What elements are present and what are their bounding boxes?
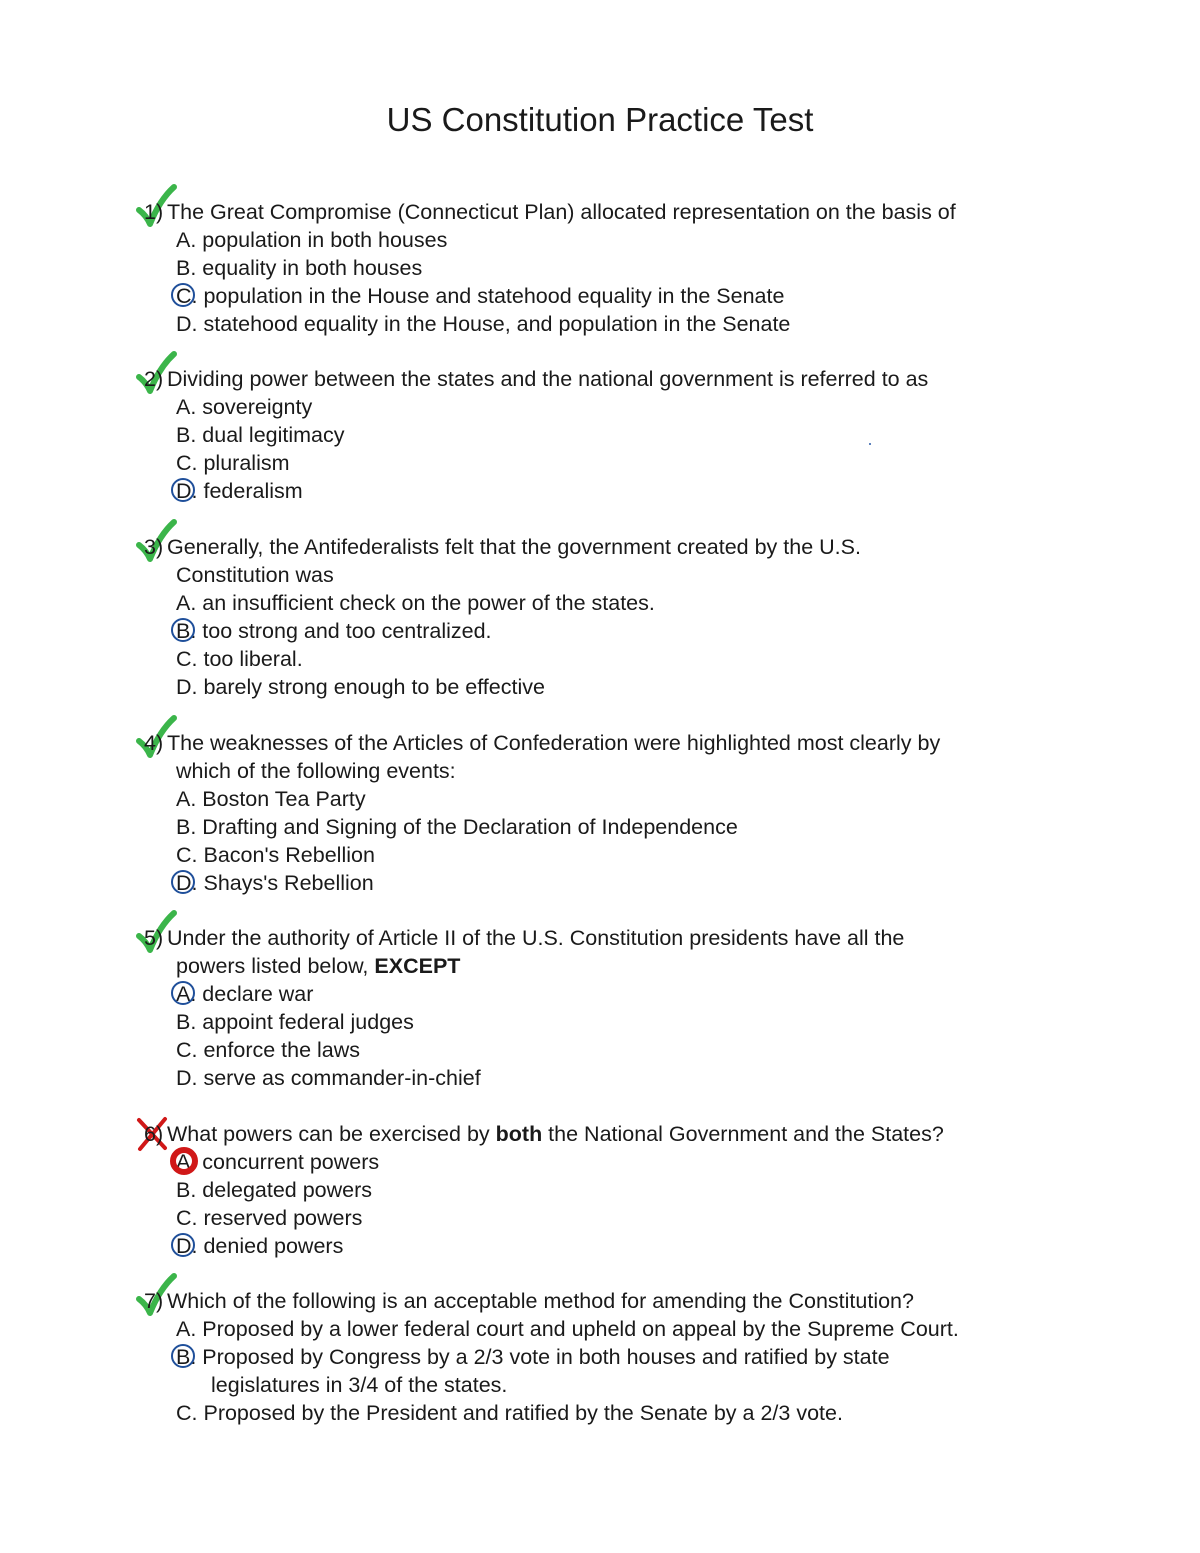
- wrong-answer-circle: [170, 1147, 198, 1175]
- option-text: . denied powers: [191, 1234, 344, 1258]
- option-letter: D: [176, 1232, 192, 1260]
- answer-option-a[interactable]: [176, 226, 447, 254]
- option-text-continued: legislatures in 3/4 of the states.: [211, 1373, 508, 1397]
- stray-mark: [869, 443, 871, 445]
- answer-option-c[interactable]: [176, 1399, 843, 1427]
- option-text: . sovereignty: [190, 395, 313, 419]
- answer-option-b[interactable]: [176, 254, 422, 282]
- option-text: . too liberal.: [191, 647, 303, 671]
- option-letter: A: [176, 1148, 190, 1176]
- option-letter: A: [176, 1317, 191, 1341]
- option-letter: C: [176, 843, 192, 867]
- answer-option-a[interactable]: [176, 393, 312, 421]
- answer-option-c[interactable]: [176, 645, 303, 673]
- option-text: . Proposed by a lower federal court and upheld on appeal by the Supreme Court.: [190, 1317, 959, 1341]
- option-text: . too strong and too centralized.: [190, 619, 492, 643]
- option-letter: A: [176, 228, 191, 252]
- question-text: [167, 731, 940, 755]
- option-text: . equality in both houses: [190, 256, 423, 280]
- answer-option-a[interactable]: [176, 589, 655, 617]
- prompt-text: powers listed below,: [176, 954, 375, 978]
- prompt-text: The weaknesses of the Articles of Confederation were highlighted most clearly by: [167, 731, 941, 755]
- answer-option-b[interactable]: [176, 617, 492, 645]
- option-letter: B: [176, 1343, 190, 1371]
- option-letter: B: [176, 423, 191, 447]
- question-text: [167, 535, 861, 559]
- answer-circle: [171, 1344, 195, 1368]
- answer-option-d[interactable]: [176, 869, 374, 897]
- option-letter: C: [176, 647, 192, 671]
- prompt-text: Constitution was: [176, 563, 334, 587]
- question-text: [167, 1122, 944, 1146]
- answer-option-d[interactable]: [176, 1064, 481, 1092]
- question-number: 5): [144, 926, 164, 950]
- answer-circle: [171, 478, 195, 502]
- option-text: . statehood equality in the House, and population in the Senate: [191, 312, 791, 336]
- question-prompt: [144, 729, 941, 757]
- question-prompt-continued: [176, 952, 460, 980]
- question-prompt: [144, 924, 905, 952]
- option-text: . serve as commander-in-chief: [191, 1066, 481, 1090]
- option-text: . federalism: [191, 479, 303, 503]
- question-text: [167, 200, 956, 224]
- option-text: . population in both houses: [190, 228, 448, 252]
- option-text: . barely strong enough to be effective: [191, 675, 545, 699]
- question-prompt: [144, 1120, 944, 1148]
- prompt-text: Which of the following is an acceptable method for amending the Constitution?: [167, 1289, 914, 1313]
- question-prompt: [144, 365, 929, 393]
- option-text: . Proposed by Congress by a 2/3 vote in both houses and ratified by state: [190, 1345, 890, 1369]
- answer-option-a[interactable]: [176, 1148, 379, 1176]
- option-text: . Shays's Rebellion: [191, 871, 374, 895]
- answer-option-c[interactable]: [176, 1204, 362, 1232]
- option-text: . pluralism: [191, 451, 290, 475]
- option-letter: A: [176, 591, 191, 615]
- option-letter: B: [176, 617, 190, 645]
- option-letter: A: [176, 395, 191, 419]
- option-letter: B: [176, 1010, 191, 1034]
- answer-option-b[interactable]: [176, 813, 738, 841]
- option-letter: D: [176, 477, 192, 505]
- prompt-text: the National Government and the States?: [542, 1122, 944, 1146]
- prompt-text: Generally, the Antifederalists felt that the government created by the U.S.: [167, 535, 861, 559]
- option-letter: D: [176, 675, 192, 699]
- emphasis-text: EXCEPT: [374, 954, 461, 978]
- answer-circle: [171, 870, 195, 894]
- question-text: [167, 926, 904, 950]
- question-number: 6): [144, 1122, 164, 1146]
- answer-option-b[interactable]: [176, 421, 345, 449]
- answer-option-b[interactable]: [176, 1343, 890, 1371]
- prompt-text: which of the following events:: [176, 759, 456, 783]
- question-number: 1): [144, 200, 164, 224]
- option-text: . Drafting and Signing of the Declaration of Independence: [190, 815, 738, 839]
- question-prompt: [144, 198, 956, 226]
- option-letter: D: [176, 1066, 192, 1090]
- answer-circle: [171, 283, 195, 307]
- answer-option-a[interactable]: [176, 785, 366, 813]
- option-text: . dual legitimacy: [190, 423, 345, 447]
- question-text: [167, 367, 928, 391]
- option-letter: C: [176, 451, 192, 475]
- option-text: . appoint federal judges: [190, 1010, 414, 1034]
- question-prompt-continued: [176, 757, 456, 785]
- question-number: 7): [144, 1289, 164, 1313]
- answer-option-c[interactable]: [176, 841, 375, 869]
- option-letter: A: [176, 787, 191, 811]
- prompt-text: Under the authority of Article II of the U.S. Constitution presidents have all the: [167, 926, 905, 950]
- question-text: [167, 1289, 914, 1313]
- option-text: . Proposed by the President and ratified by the Senate by a 2/3 vote.: [191, 1401, 843, 1425]
- answer-option-d[interactable]: [176, 477, 303, 505]
- option-text: . an insufficient check on the power of the states.: [190, 591, 655, 615]
- prompt-text: The Great Compromise (Connecticut Plan) allocated representation on the basis of: [167, 200, 956, 224]
- answer-option-c[interactable]: [176, 282, 784, 310]
- option-letter: C: [176, 282, 192, 310]
- option-letter: B: [176, 815, 191, 839]
- question-number: 2): [144, 367, 164, 391]
- page-title: US Constitution Practice Test: [386, 101, 814, 138]
- answer-option-d[interactable]: [176, 1232, 343, 1260]
- answer-option-b[interactable]: [176, 1176, 372, 1204]
- answer-option-d[interactable]: [176, 310, 790, 338]
- option-text: . delegated powers: [190, 1178, 373, 1202]
- option-letter: A: [176, 980, 190, 1008]
- option-letter: C: [176, 1206, 192, 1230]
- option-text: . declare war: [190, 982, 314, 1006]
- option-letter: C: [176, 1038, 192, 1062]
- emphasis-text: both: [495, 1122, 543, 1146]
- option-text: . population in the House and statehood equality in the Senate: [191, 284, 785, 308]
- option-text: . Bacon's Rebellion: [191, 843, 375, 867]
- answer-option-b[interactable]: [176, 1008, 414, 1036]
- answer-option-c[interactable]: [176, 1036, 360, 1064]
- answer-option-a[interactable]: [176, 980, 313, 1008]
- option-letter: B: [176, 256, 191, 280]
- option-letter: B: [176, 1178, 191, 1202]
- question-prompt: [144, 1287, 914, 1315]
- answer-option-c[interactable]: [176, 449, 290, 477]
- question-prompt-continued: [176, 561, 334, 589]
- option-letter: C: [176, 1401, 192, 1425]
- option-text: . enforce the laws: [191, 1038, 361, 1062]
- question-number: 3): [144, 535, 164, 559]
- option-text: . concurrent powers: [190, 1150, 380, 1174]
- option-letter: D: [176, 869, 192, 897]
- prompt-text: Dividing power between the states and the national government is referred to as: [167, 367, 929, 391]
- prompt-text: What powers can be exercised by: [167, 1122, 496, 1146]
- answer-option-d[interactable]: [176, 673, 545, 701]
- option-text: . Boston Tea Party: [190, 787, 366, 811]
- question-prompt: [144, 533, 861, 561]
- option-text: . reserved powers: [191, 1206, 363, 1230]
- answer-circle: [171, 618, 195, 642]
- answer-option-a[interactable]: [176, 1315, 959, 1343]
- question-number: 4): [144, 731, 164, 755]
- answer-circle: [171, 1233, 195, 1257]
- answer-circle: [171, 981, 195, 1005]
- option-letter: D: [176, 312, 192, 336]
